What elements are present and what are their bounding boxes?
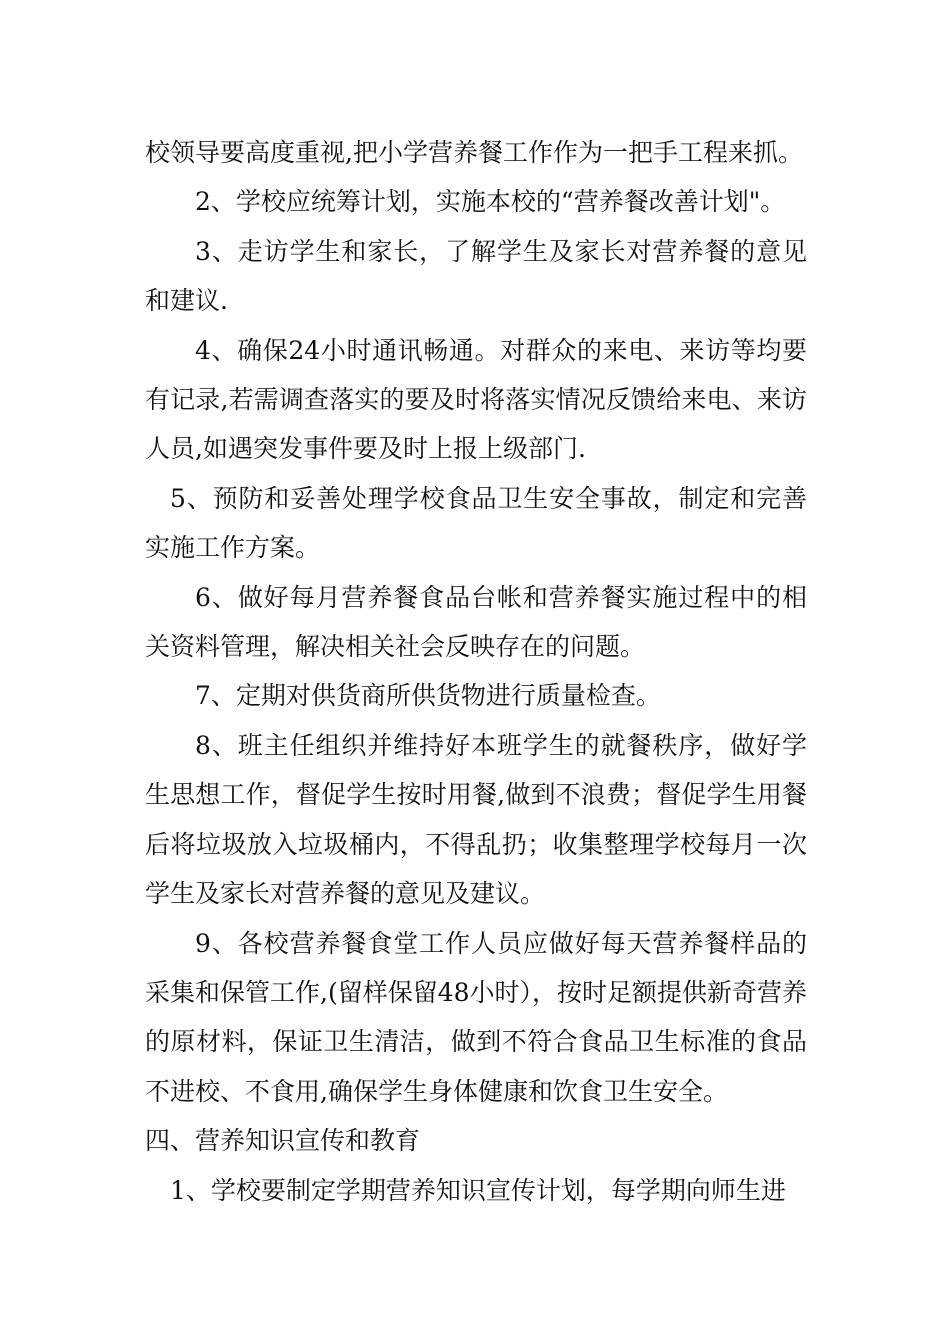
paragraph-continuation: 校领导要高度重视,把小学营养餐工作作为一把手工程来抓。: [145, 138, 803, 167]
paragraph-section-item-1: 1、学校要制定学期营养知识宣传计划，每学期向师生进: [170, 1175, 786, 1205]
paragraph-item-5: 5、预防和妥善处理学校食品卫生安全事故，制定和完善实施工作方案。: [145, 483, 807, 563]
paragraph-item-8: 8、班主任组织并维持好本班学生的就餐秩序，做好学生思想工作，督促学生按时用餐,做到不浪费；督促学生用餐后将垃圾放入垃圾桶内，不得乱扔；收集整理学校每月一次学生及家长对营养餐的意见及建议。: [145, 730, 807, 909]
paragraph-item-9: 9、各校营养餐食堂工作人员应做好每天营养餐样品的采集和保管工作,(留样保留48小时），按时足额提供新奇营养的原材料，保证卫生清洁，做到不符合食品卫生标准的食品不进校、不食用,确保学生身体健康和饮食卫生安全。: [145, 928, 808, 1106]
section-heading: 四、营养知识宣传和教育: [145, 1126, 421, 1156]
paragraph-item-6: 6、做好每月营养餐食品台帐和营养餐实施过程中的相关资料管理，解决相关社会反映存在的问题。: [145, 582, 807, 662]
paragraph-item-4: 4、确保24小时通讯畅通。对群众的来电、来访等均要有记录,若需调查落实的要及时将落实情况反馈给来电、来访人员,如遇突发事件要及时上报上级部门.: [145, 335, 807, 464]
paragraph-item-7: 7、定期对供货商所供货物进行质量检查。: [195, 681, 661, 711]
document-body: [145, 128, 807, 1215]
paragraph-item-3: 3、走访学生和家长，了解学生及家长对营养餐的意见和建议.: [145, 236, 807, 316]
paragraph-item-2: 2、学校应统筹计划，实施本校的“营养餐改善计划"。: [195, 187, 786, 217]
